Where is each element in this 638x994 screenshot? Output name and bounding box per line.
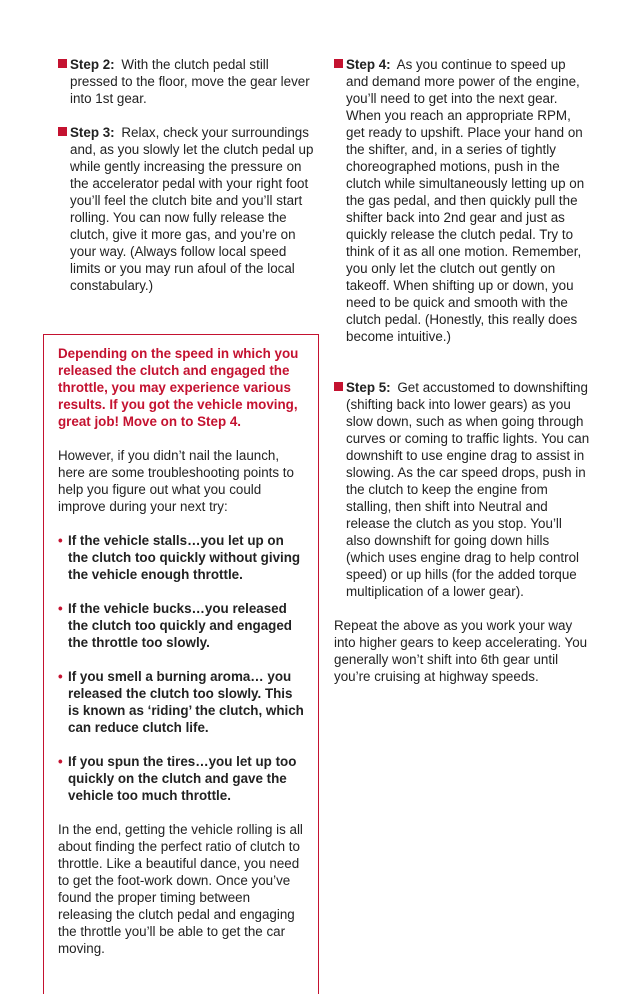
callout-closing: In the end, getting the vehicle rolling is all about finding the perfect ratio of clutch to throttle. Like a beautiful dance, you need to get the foot-work down. Once you’ve found the proper timing between releasing the clutch pedal and engaging the throttle you’ll be able to get the car moving. — [58, 822, 303, 956]
step-4 — [334, 56, 590, 345]
tip-item — [58, 753, 305, 804]
tip-item — [58, 600, 305, 651]
step-4-label: Step 4: — [346, 57, 391, 72]
square-bullet-icon — [58, 127, 67, 136]
step-2-text: With the clutch pedal still pressed to the floor, move the gear lever into 1st gear. — [70, 57, 310, 106]
tip-text: If the vehicle stalls…you let up on the clutch too quickly without giving the vehicle enough throttle. — [68, 533, 301, 582]
step-5-text: Get accustomed to downshifting (shifting back into lower gears) as you slow down, such as when going through curves or coming to traffic lights. You can downshift to use engine drag to assist in slowing. As the car speed drops, push in the clutch to keep the engine from stalling, then shift into Neutral and release the clutch as you stop. You’ll also downshift for going down hills (which uses engine drag to help control speed) or up hills (for the added torque multiplication of a lower gear). — [346, 380, 590, 599]
tip-text: If you spun the tires…you let up too quickly on the clutch and gave the vehicle too much throttle. — [68, 754, 297, 803]
callout-highlight: Depending on the speed in which you released the clutch and engaged the throttle, you may experience various results. If you got the vehicle moving, great job! Move on to Step 4. — [58, 346, 299, 429]
step-5-label: Step 5: — [346, 380, 391, 395]
step-2 — [58, 56, 320, 107]
bullet-dot-icon: • — [58, 754, 63, 769]
right-closing-paragraph: Repeat the above as you work your way into higher gears to keep accelerating. You generally won’t shift into 6th gear until you’re cruising at highway speeds. — [334, 618, 588, 684]
spacer — [334, 362, 590, 379]
tip-text: If the vehicle bucks…you released the clutch too quickly and engaged the throttle too slowly. — [68, 601, 292, 650]
square-bullet-icon — [58, 59, 67, 68]
step-4-text: As you continue to speed up and demand more power of the engine, you’ll need to get into the next gear. When you reach an appropriate RPM, get ready to upshift. Place your hand on the shifter, and, in a series of tightly choreographed motions, push in the clutch while simultaneously letting up on the gas pedal, and then quickly pull the shifter back into 2nd gear and just as quickly release the clutch pedal. Try to think of it as all one motion. Remember, you only let the clutch out gently on takeoff. When shifting up or down, you need to be quick and smooth with the clutch pedal. (Honestly, this really does become intuitive.) — [346, 57, 585, 344]
square-bullet-icon — [334, 59, 343, 68]
callout-intro: However, if you didn’t nail the launch, here are some troubleshooting points to help you figure out what you could improve during your next try: — [58, 448, 294, 514]
troubleshooting-callout-box — [43, 334, 319, 994]
bullet-dot-icon: • — [58, 533, 63, 548]
step-3-label: Step 3: — [70, 125, 115, 140]
bullet-dot-icon: • — [58, 601, 63, 616]
step-3 — [58, 124, 320, 294]
bullet-dot-icon: • — [58, 669, 63, 684]
tip-text: If you smell a burning aroma… you released the clutch too slowly. This is known as ‘riding’ the clutch, which can reduce clutch life. — [68, 669, 304, 735]
step-2-label: Step 2: — [70, 57, 115, 72]
right-column — [334, 56, 590, 685]
step-5 — [334, 379, 590, 600]
tip-item — [58, 668, 305, 736]
square-bullet-icon — [334, 382, 343, 391]
tip-item — [58, 532, 305, 583]
step-3-text: Relax, check your surroundings and, as you slowly let the clutch pedal up while gently increasing the pressure on the accelerator pedal with your right foot you’ll feel the clutch bite and you’ll start rolling. You can now fully release the clutch, give it more gas, and you’re on your way. (Always follow local speed limits or you may run afoul of the local constabulary.) — [70, 125, 314, 293]
left-column — [58, 56, 320, 311]
